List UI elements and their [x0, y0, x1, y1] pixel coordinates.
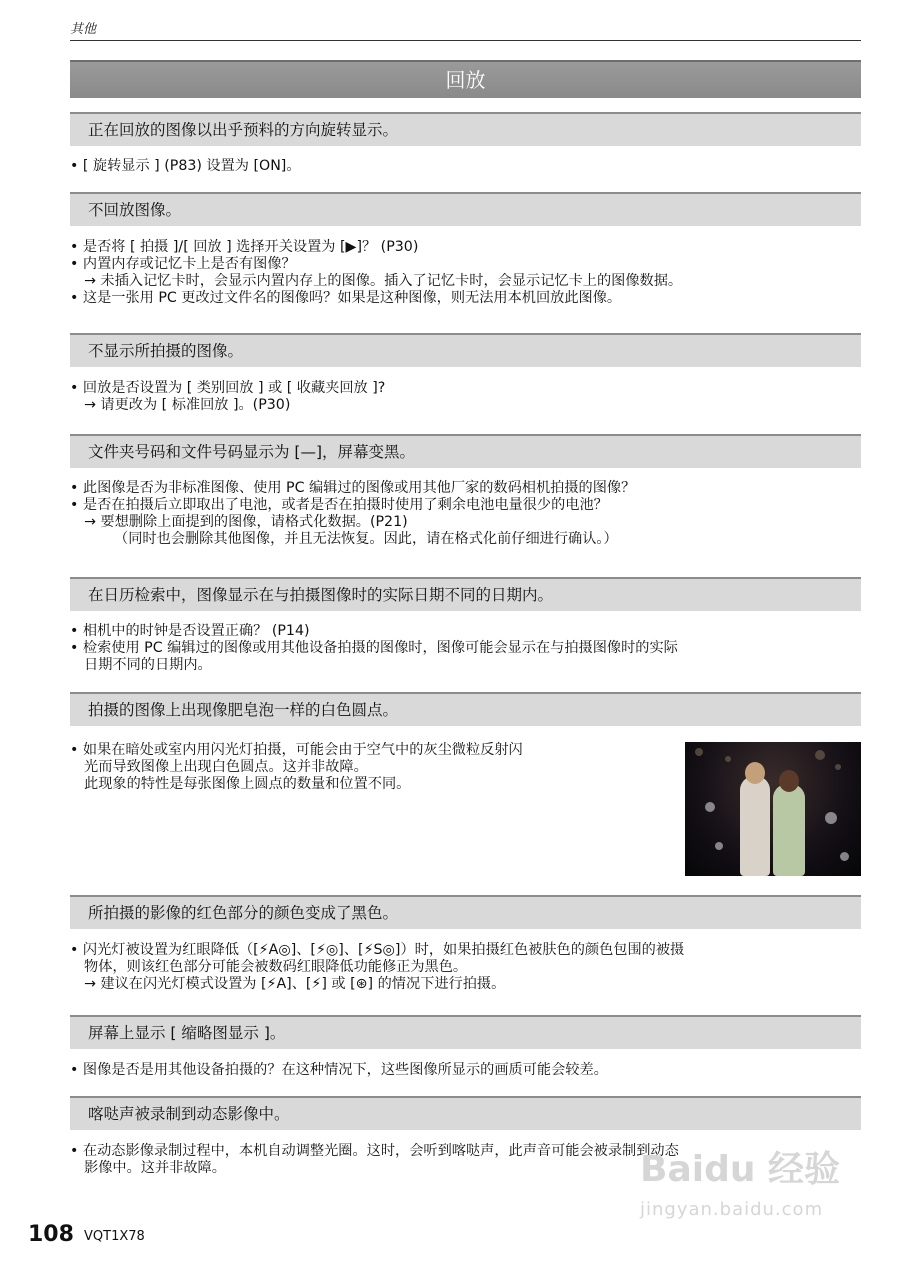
section-heading-click-sound: 喀哒声被录制到动态影像中。: [70, 1096, 861, 1130]
body-line: • 在动态影像录制过程中，本机自动调整光圈。这时，会听到喀哒声，此声音可能会被录制到动态: [70, 1143, 679, 1159]
body-line: • 检索使用 PC 编辑过的图像或用其他设备拍摄的图像时，图像可能会显示在与拍摄图像时的实际: [70, 640, 678, 656]
body-line: • 闪光灯被设置为红眼降低（[⚡A◎]、[⚡◎]、[⚡S◎]）时，如果拍摄红色被肤色的颜色包围的被摄: [70, 942, 685, 958]
body-line: • 是否在拍摄后立即取出了电池，或者是否在拍摄时使用了剩余电池电量很少的电池？: [70, 497, 608, 513]
section-heading-calendar: 在日历检索中，图像显示在与拍摄图像时的实际日期不同的日期内。: [70, 577, 861, 611]
page-title: 回放: [70, 60, 861, 98]
section-body-no-playback: [70, 239, 861, 307]
body-line: • 是否将 [ 拍摄 ]/[ 回放 ] 选择开关设置为 [▶]？ (P30): [70, 239, 419, 255]
section-body-thumbnail: [70, 1062, 861, 1079]
body-line: → 未插入记忆卡时，会显示内置内存上的图像。插入了记忆卡时，会显示记忆卡上的图像数据。: [84, 273, 683, 289]
body-line: • 回放是否设置为 [ 类别回放 ] 或 [ 收藏夹回放 ]?: [70, 380, 386, 396]
body-line: → 请更改为 [ 标准回放 ]。(P30): [84, 397, 291, 413]
section-heading-white-dots: 拍摄的图像上出现像肥皂泡一样的白色圆点。: [70, 692, 861, 726]
body-line: （同时也会删除其他图像，并且无法恢复。因此，请在格式化前仔细进行确认。）: [114, 531, 618, 547]
section-body-rotation: [70, 158, 861, 175]
body-line: • [ 旋转显示 ] (P83) 设置为 [ON]。: [70, 158, 301, 174]
body-line: • 相机中的时钟是否设置正确？ (P14): [70, 623, 310, 639]
body-line: • 此图像是否为非标准图像、使用 PC 编辑过的图像或用其他厂家的数码相机拍摄的图像？: [70, 480, 636, 496]
section-heading-rotation: 正在回放的图像以出乎预料的方向旋转显示。: [70, 112, 861, 146]
watermark: [640, 1150, 860, 1250]
section-body-not-displayed: [70, 380, 861, 414]
section-body-file-number: [70, 480, 861, 548]
manual-code: VQT1X78: [84, 1229, 145, 1244]
body-line: • 这是一张用 PC 更改过文件名的图像吗？如果是这种图像，则无法用本机回放此图像。: [70, 290, 622, 306]
section-heading-file-number: 文件夹号码和文件号码显示为 [—]，屏幕变黑。: [70, 434, 861, 468]
watermark-logo: Baidu 经验: [640, 1149, 841, 1190]
body-line: → 建议在闪光灯模式设置为 [⚡A]、[⚡] 或 [⊛] 的情况下进行拍摄。: [84, 976, 506, 992]
section-heading-red-black: 所拍摄的影像的红色部分的颜色变成了黑色。: [70, 895, 861, 929]
body-line: 日期不同的日期内。: [84, 657, 212, 673]
body-line: • 图像是否是用其他设备拍摄的？在这种情况下，这些图像所显示的画质可能会较差。: [70, 1062, 608, 1078]
body-line: 光而导致图像上出现白色圆点。这并非故障。: [84, 759, 368, 775]
header-rule: [70, 40, 861, 41]
body-line: 此现象的特性是每张图像上圆点的数量和位置不同。: [84, 776, 411, 792]
section-body-white-dots: [70, 742, 670, 793]
body-line: • 内置内存或记忆卡上是否有图像？: [70, 256, 296, 272]
watermark-url: jingyan.baidu.com: [640, 1199, 824, 1220]
page-number: 108: [28, 1222, 74, 1247]
body-line: → 要想删除上面提到的图像，请格式化数据。(P21): [84, 514, 408, 530]
section-heading-no-playback: 不回放图像。: [70, 192, 861, 226]
section-body-red-black: [70, 942, 861, 993]
section-heading-not-displayed: 不显示所拍摄的图像。: [70, 333, 861, 367]
body-line: 物体，则该红色部分可能会被数码红眼降低功能修正为黑色。: [84, 959, 468, 975]
chapter-label: 其他: [70, 22, 97, 37]
body-line: 影像中。这并非故障。: [84, 1160, 226, 1176]
body-line: • 如果在暗处或室内用闪光灯拍摄，可能会由于空气中的灰尘微粒反射闪: [70, 742, 523, 758]
section-body-calendar: [70, 623, 861, 674]
section-heading-thumbnail: 屏幕上显示 [ 缩略图显示 ]。: [70, 1015, 861, 1049]
example-photo: [685, 742, 861, 876]
